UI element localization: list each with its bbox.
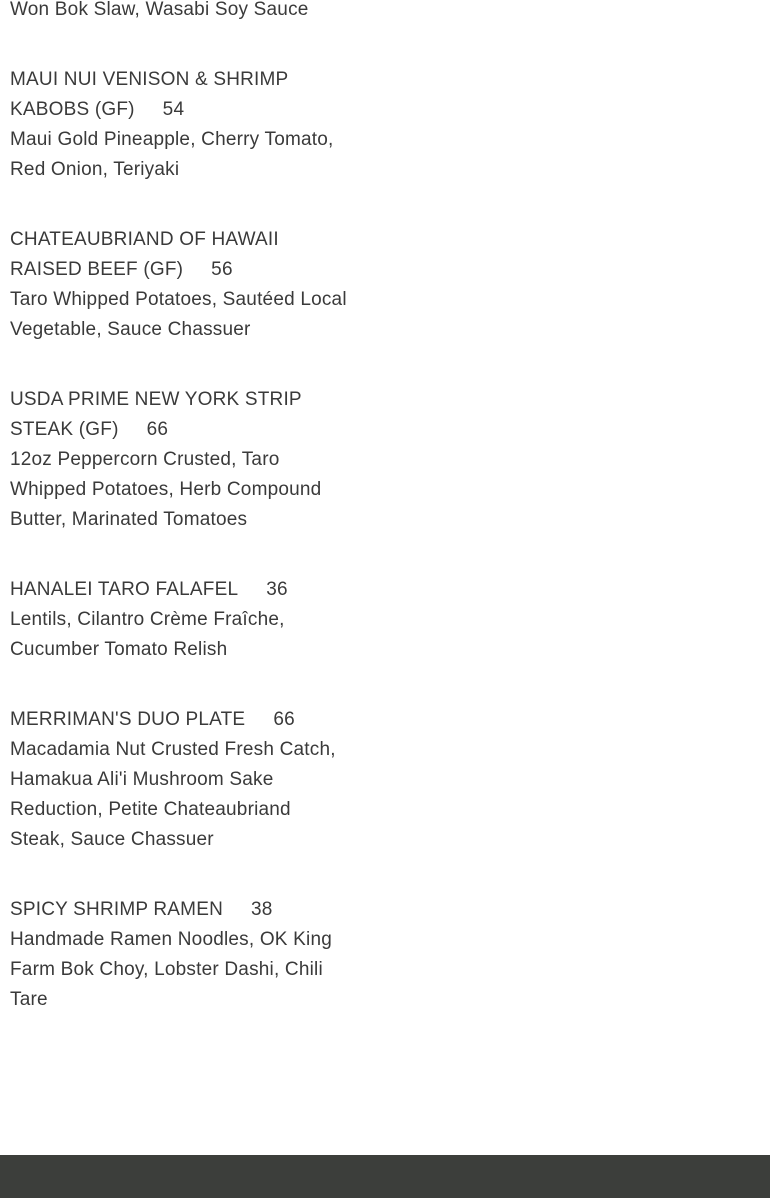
footer-bar xyxy=(0,1155,770,1198)
menu-item-description: Taro Whipped Potatoes, Sautéed Local Vegetable, Sauce Chassuer xyxy=(10,289,347,340)
menu-item-header xyxy=(10,385,350,445)
menu-item xyxy=(10,385,350,535)
menu-item-description-fragment: Won Bok Slaw, Wasabi Soy Sauce xyxy=(10,0,309,20)
menu-item xyxy=(10,575,350,665)
menu-item-price: 66 xyxy=(146,419,169,440)
menu-item-price: 38 xyxy=(251,899,273,920)
menu-item-description: Maui Gold Pineapple, Cherry Tomato, Red Onion, Teriyaki xyxy=(10,129,334,180)
menu-item-name: MAUI NUI VENISON & SHRIMP KABOBS (GF) xyxy=(10,69,289,120)
menu-item xyxy=(10,895,350,1015)
menu-item-header xyxy=(10,895,350,925)
menu-item-description: Lentils, Cilantro Crème Fraîche, Cucumber Tomato Relish xyxy=(10,609,285,660)
menu-item-description: Handmade Ramen Noodles, OK King Farm Bok Choy, Lobster Dashi, Chili Tare xyxy=(10,929,332,1010)
menu-item-name: MERRIMAN'S DUO PLATE xyxy=(10,709,246,730)
menu-item xyxy=(10,705,350,855)
menu-item-header xyxy=(10,705,350,735)
menu-item-price: 66 xyxy=(273,709,295,730)
menu-item-price: 36 xyxy=(266,579,288,600)
menu-item-name: CHATEAUBRIAND OF HAWAII RAISED BEEF (GF) xyxy=(10,229,279,280)
menu-item xyxy=(10,65,350,185)
menu-item-name: SPICY SHRIMP RAMEN xyxy=(10,899,223,920)
menu-item-description: Macadamia Nut Crusted Fresh Catch, Hamakua Ali'i Mushroom Sake Reduction, Petite Chateaubriand Steak, Sauce Chassuer xyxy=(10,739,336,850)
menu-item-header xyxy=(10,575,350,605)
menu-list xyxy=(10,0,350,1055)
menu-item-price: 56 xyxy=(211,259,233,280)
menu-item-price: 54 xyxy=(162,99,185,120)
menu-item-header xyxy=(10,65,350,125)
menu-item-name: HANALEI TARO FALAFEL xyxy=(10,579,239,600)
menu-item xyxy=(10,225,350,345)
menu-item-header xyxy=(10,225,350,285)
menu-item-description: 12oz Peppercorn Crusted, Taro Whipped Potatoes, Herb Compound Butter, Marinated Tomatoes xyxy=(10,449,322,530)
menu-item-name: USDA PRIME NEW YORK STRIP STEAK (GF) xyxy=(10,389,302,440)
